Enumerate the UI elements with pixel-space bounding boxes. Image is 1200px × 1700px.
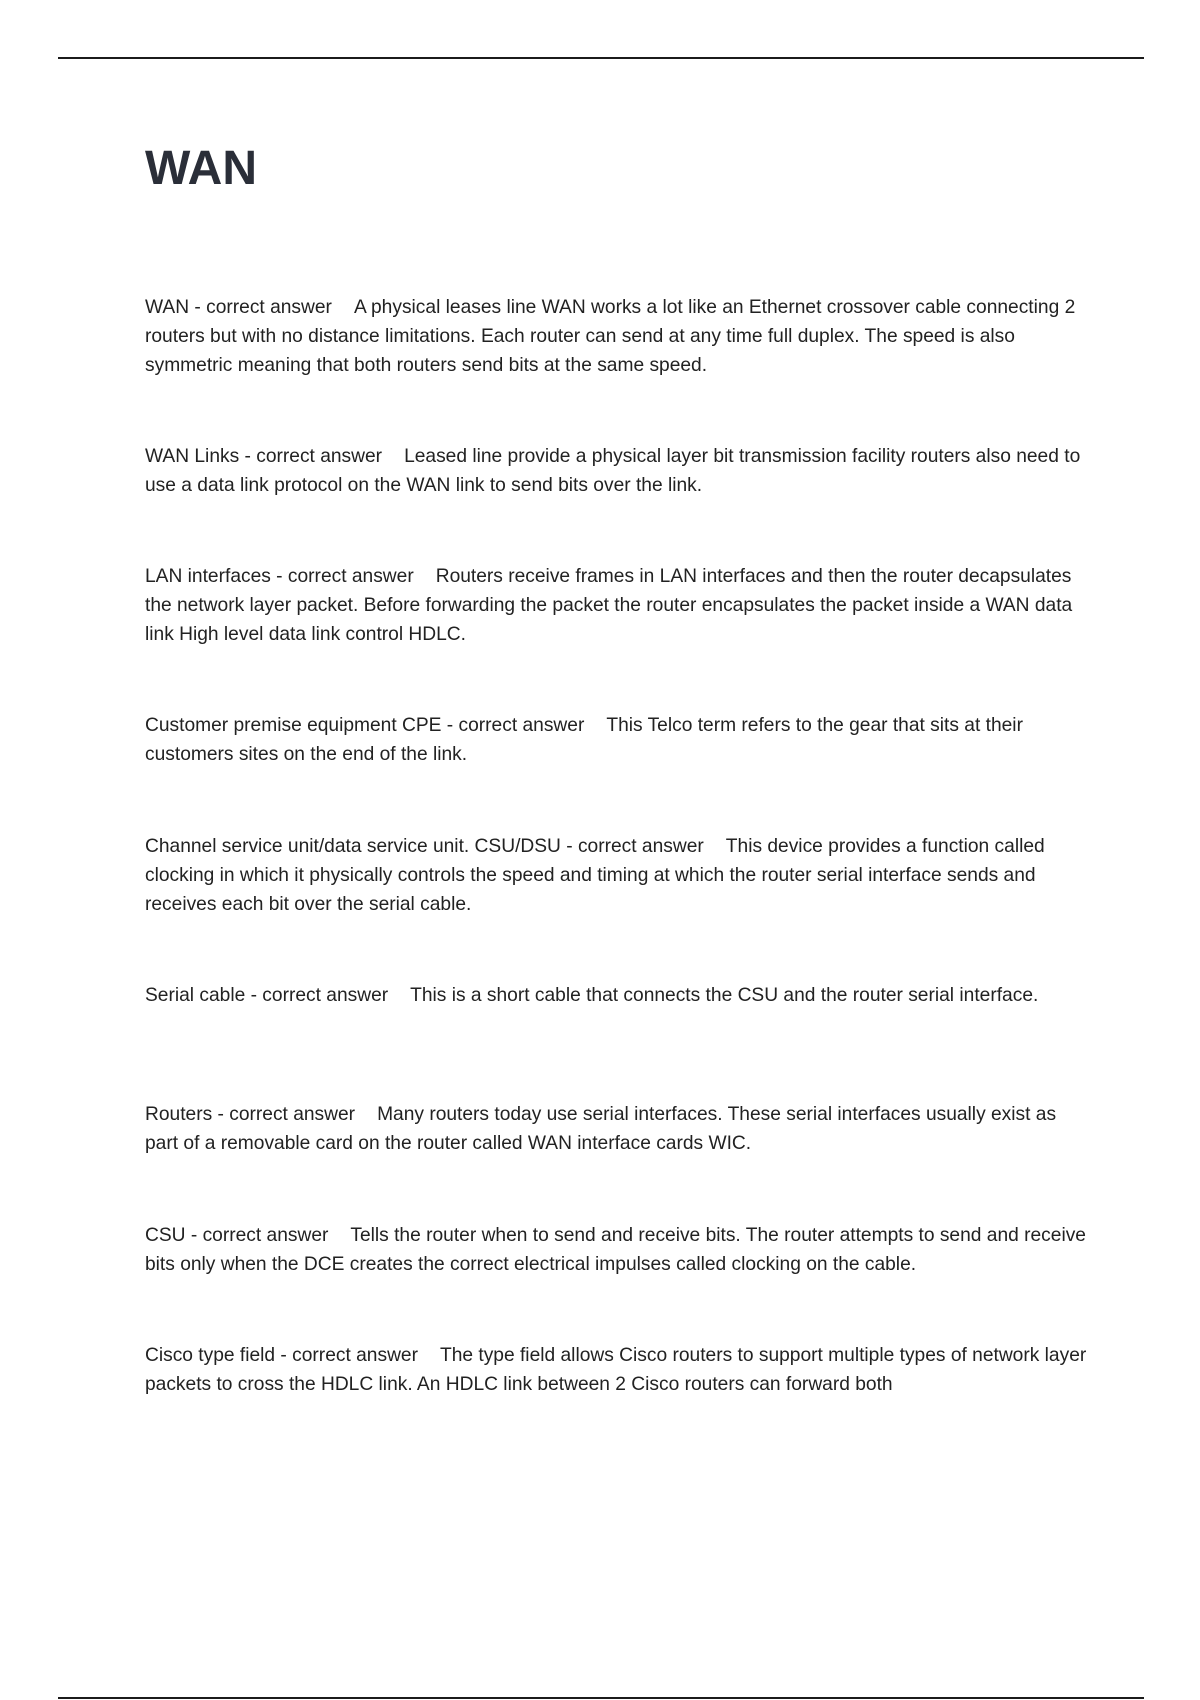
entry-definition: Tells the router when to send and receive bits. The router attempts to send and receive bits only when the DCE creates the correct electrical impulses called clocking on the cable. [145, 1225, 1086, 1275]
entry-term: WAN - correct answer [145, 297, 332, 318]
entry-definition: The type field allows Cisco routers to support multiple types of network layer packets to cross the HDLC link. An HDLC link between 2 Cisco routers can forward both [145, 1345, 1087, 1395]
entry-term: CSU - correct answer [145, 1225, 329, 1246]
entry-term: Serial cable - correct answer [145, 985, 389, 1006]
entry-routers [145, 1100, 1090, 1158]
entry-definition: A physical leases line WAN works a lot like an Ethernet crossover cable connecting 2 routers but with no distance limitations. Each router can send at any time full duplex. The speed is also symmetric meaning that both routers send bits at the same speed. [145, 297, 1076, 376]
entry-wan-links [145, 442, 1090, 500]
entry-term: Routers - correct answer [145, 1104, 356, 1125]
entry-term: LAN interfaces - correct answer [145, 566, 414, 587]
entry-cpe [145, 711, 1090, 769]
entry-serial-cable [145, 981, 1090, 1010]
top-rule [58, 57, 1144, 59]
entry-term: WAN Links - correct answer [145, 446, 383, 467]
entry-wan [145, 293, 1090, 380]
entry-lan-interfaces [145, 562, 1090, 649]
page-title: WAN [145, 142, 257, 195]
entry-csu-dsu [145, 832, 1090, 919]
entry-definition: This is a short cable that connects the CSU and the router serial interface. [410, 985, 1039, 1006]
entry-term: Customer premise equipment CPE - correct answer [145, 715, 585, 736]
entry-csu [145, 1221, 1090, 1279]
entry-definition: Many routers today use serial interfaces. These serial interfaces usually exist as part of a removable card on the router called WAN interface cards WIC. [145, 1104, 1057, 1154]
entry-cisco-type-field [145, 1341, 1090, 1399]
entry-definition: This Telco term refers to the gear that sits at their customers sites on the end of the link. [145, 715, 1023, 765]
entry-term: Channel service unit/data service unit. CSU/DSU - correct answer [145, 836, 704, 857]
entry-definition: This device provides a function called clocking in which it physically controls the speed and timing at which the router serial interface sends and receives each bit over the serial cable. [145, 836, 1045, 915]
entry-term: Cisco type field - correct answer [145, 1345, 418, 1366]
bottom-rule [58, 1697, 1144, 1699]
entry-definition: Leased line provide a physical layer bit transmission facility routers also need to use a data link protocol on the WAN link to send bits over the link. [145, 446, 1081, 496]
entry-definition: Routers receive frames in LAN interfaces and then the router decapsulates the network layer packet. Before forwarding the packet the router encapsulates the packet inside a WAN data link High level data link control HDLC. [145, 566, 1073, 645]
